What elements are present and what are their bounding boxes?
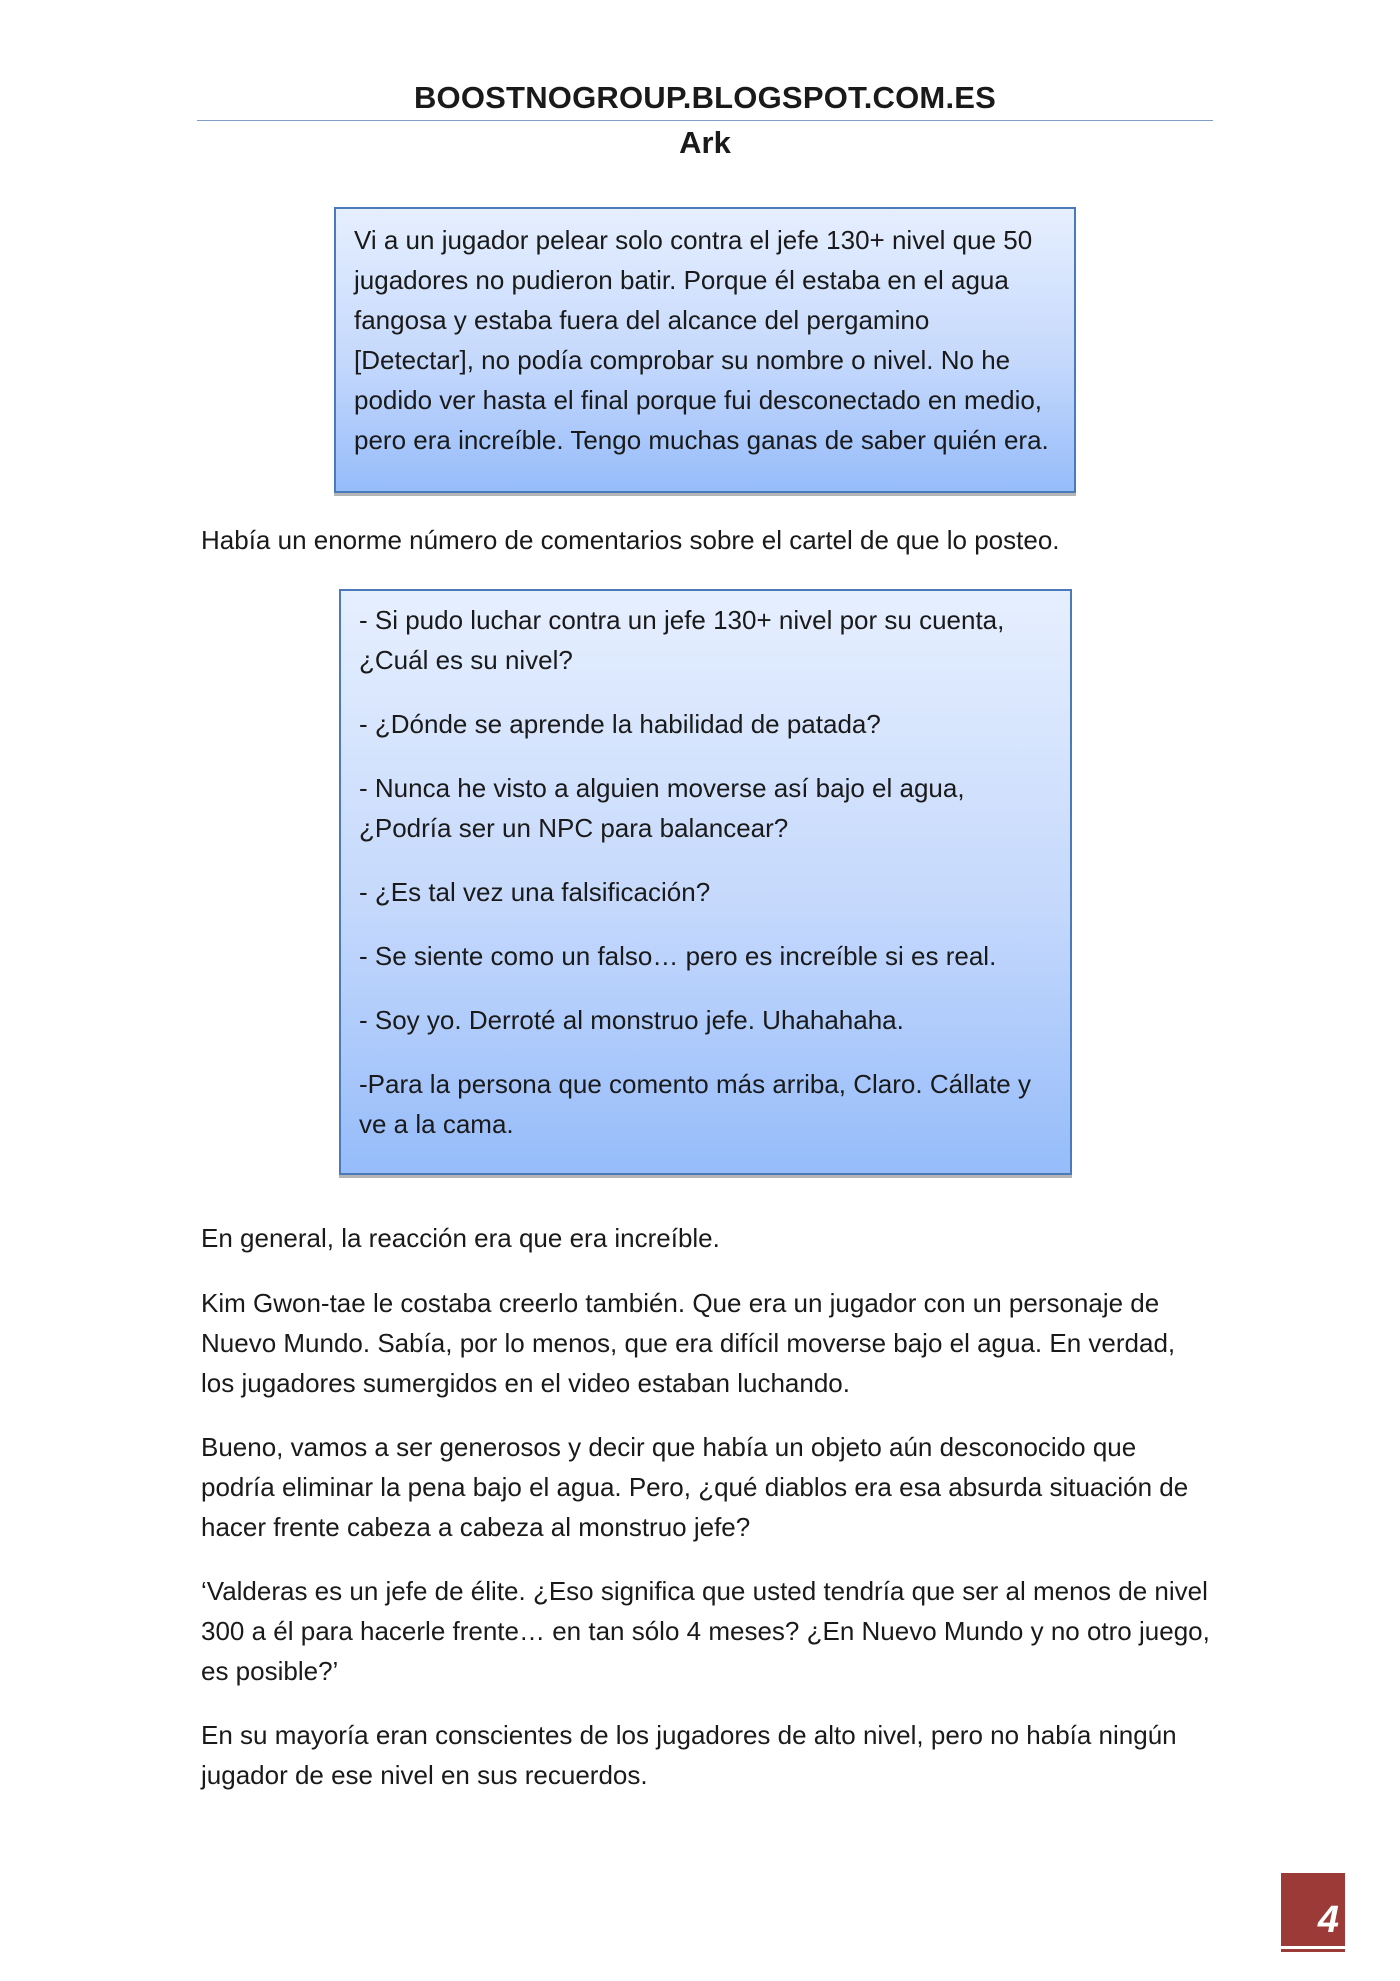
body-paragraph-block [201,1571,1213,1691]
body-paragraph-block [201,1427,1213,1547]
comment-item: - Si pudo luchar contra un jefe 130+ nivel por su cuenta, ¿Cuál es su nivel? [359,605,1005,675]
body-paragraph: Kim Gwon-tae le costaba creerlo también. Que era un jugador con un personaje de Nuevo Mundo. Sabía, por lo menos, que era difícil moverse bajo el agua. En verdad, los jugadores sumergidos en el video estaban luchando. [201,1288,1176,1398]
body-paragraph: En su mayoría eran conscientes de los jugadores de alto nivel, pero no había ningún jugador de ese nivel en sus recuerdos. [201,1720,1177,1790]
comments-box [339,589,1072,1175]
comment-item: - Soy yo. Derroté al monstruo jefe. Uhahahaha. [359,1005,904,1035]
quote-text: Vi a un jugador pelear solo contra el jefe 130+ nivel que 50 jugadores no pudieron batir. Porque él estaba en el agua fangosa y estaba fuera del alcance del pergamino [Detectar], no podía comprobar su nombre o nivel. No he podido ver hasta el final porque fui desconectado en medio, pero era increíble. Tengo muchas ganas de saber quién era. [354,225,1049,455]
page-number: 4 [1317,1899,1339,1941]
body-paragraph: ‘Valderas es un jefe de élite. ¿Eso significa que usted tendría que ser al menos de nivel 300 a él para hacerle frente… en tan sólo 4 meses? ¿En Nuevo Mundo y no otro juego, es posible?’ [201,1576,1210,1686]
book-title: Ark [679,125,731,160]
intro-block [201,520,1213,560]
comment-item: - ¿Es tal vez una falsificación? [359,877,711,907]
page-header [197,80,1213,161]
intro-paragraph: Había un enorme número de comentarios sobre el cartel de que lo posteo. [201,525,1060,555]
body-paragraph-block [201,1218,1213,1258]
body-paragraph: Bueno, vamos a ser generosos y decir que había un objeto aún desconocido que podría eliminar la pena bajo el agua. Pero, ¿qué diablos era esa absurda situación de hacer frente cabeza a cabeza al monstruo jefe? [201,1432,1189,1542]
body-paragraph-block [201,1283,1213,1403]
comment-item: - Nunca he visto a alguien moverse así bajo el agua, ¿Podría ser un NPC para balancear? [359,773,965,843]
comment-item: - ¿Dónde se aprende la habilidad de patada? [359,709,881,739]
body-paragraph-block [201,1715,1213,1795]
comment-item: - Se siente como un falso… pero es increíble si es real. [359,941,997,971]
page-number-badge [1281,1873,1345,1949]
quote-box [334,207,1076,493]
site-title: BOOSTNOGROUP.BLOGSPOT.COM.ES [197,80,1213,121]
body-paragraph: En general, la reacción era que era increíble. [201,1223,720,1253]
comment-item: -Para la persona que comento más arriba, Claro. Cállate y ve a la cama. [359,1069,1031,1139]
